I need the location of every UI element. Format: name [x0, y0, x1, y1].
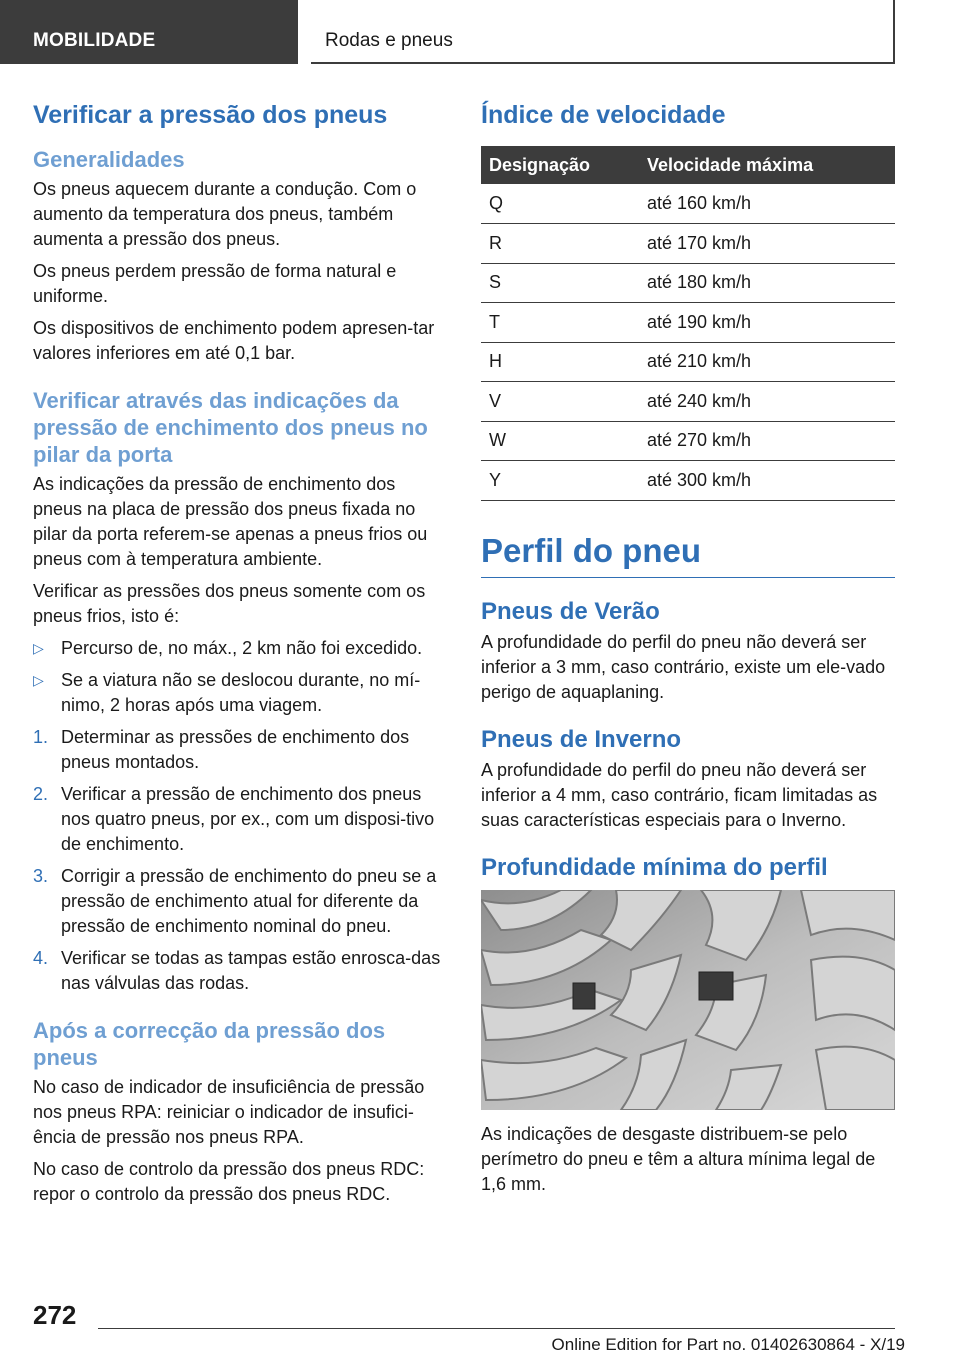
list-item: 4. Verificar se todas as tampas estão enrosca-das nas válvulas das rodas. [33, 948, 441, 993]
table-row [481, 421, 895, 461]
table-cell: até 210 km/h [639, 342, 895, 382]
heading-generalities: Generalidades [33, 147, 185, 172]
table-cell: Y [481, 461, 639, 501]
table-row [481, 184, 895, 224]
paragraph: No caso de indicador de insuficiência de pressão nos pneus RPA: reiniciar o indicador de insufici-ência de pressão nos pneus RPA. [33, 1077, 425, 1147]
section-title-speed-index: Índice de velocidade [481, 101, 726, 129]
header-section-tab [0, 0, 298, 64]
list-item: 1. Determinar as pressões de enchimento dos pneus montados. [33, 727, 410, 772]
header-section-label: MOBILIDADE [33, 30, 156, 51]
header-chapter-box [311, 0, 895, 64]
section-title-pressure: Verificar a pressão dos pneus [33, 101, 388, 129]
paragraph: Os pneus aquecem durante a condução. Com o aumento da temperatura dos pneus, também aumenta a pressão dos pneus. [33, 179, 417, 249]
list-item: 3. Corrigir a pressão de enchimento do pneu se a pressão de enchimento atual for diferente da pressão de enchimento nominal do pneu. [33, 866, 437, 936]
paragraph: A profundidade do perfil do pneu não deverá ser inferior a 4 mm, caso contrário, ficam limitadas as suas características especiais para o Inverno. [481, 759, 878, 830]
triangle-bullet-icon: ▷ [33, 672, 44, 688]
list-item: 2. Verificar a pressão de enchimento dos pneus nos quatro pneus, por ex., com um disposi-tivo de enchimento. [33, 784, 435, 854]
image-caption: As indicações de desgaste distribuem-se pelo perímetro do pneu e têm a altura mínima legal de 1,6 mm. [481, 1123, 876, 1194]
step-number: 1. [33, 727, 49, 747]
heading-after-correction: Após a correcção da pressão dos pneus [33, 1018, 386, 1070]
page-number: 272 [33, 1300, 77, 1330]
table-cell: até 180 km/h [639, 263, 895, 303]
step-number: 3. [33, 866, 49, 886]
step-number: 2. [33, 784, 49, 804]
paragraph: A profundidade do perfil do pneu não deverá ser inferior a 3 mm, caso contrário, existe um ele-vado perigo de aquaplaning. [481, 631, 886, 702]
table-row [481, 382, 895, 422]
paragraph: Os pneus perdem pressão de forma natural e uniforme. [33, 261, 397, 306]
table-cell: até 270 km/h [639, 421, 895, 461]
table-cell: W [481, 421, 639, 461]
table-row [481, 263, 895, 303]
table-cell: S [481, 263, 639, 303]
list-item: ▷ Percurso de, no máx., 2 km não foi excedido. [33, 636, 447, 661]
heading-summer-tires: Pneus de Verão [481, 597, 660, 625]
heading-winter-tires: Pneus de Inverno [481, 725, 682, 753]
column-header: Designação [481, 146, 639, 184]
table-cell: T [481, 303, 639, 343]
paragraph: Verificar as pressões dos pneus somente com os pneus frios, isto é: [33, 581, 426, 626]
tire-tread-illustration [481, 890, 895, 1110]
table-cell: V [481, 382, 639, 422]
table-row [481, 303, 895, 343]
speed-index-table [481, 146, 895, 501]
step-number: 4. [33, 948, 49, 968]
left-column [33, 100, 447, 1214]
heading-check-door-pillar: Verificar através das indicações da pressão de enchimento dos pneus no pilar da porta [33, 388, 428, 467]
table-header-row [481, 146, 895, 184]
steps-list [33, 725, 447, 996]
heading-minimum-depth: Profundidade mínima do perfil [481, 853, 828, 881]
list-item: ▷ Se a viatura não se deslocou durante, no mí-nimo, 2 horas após uma viagem. [33, 670, 421, 715]
table-cell: até 240 km/h [639, 382, 895, 422]
table-cell: até 170 km/h [639, 224, 895, 264]
paragraph: Os dispositivos de enchimento podem apresen-tar valores inferiores em até 0,1 bar. [33, 318, 435, 363]
paragraph: No caso de controlo da pressão dos pneus RDC: repor o controlo da pressão dos pneus RDC. [33, 1159, 425, 1204]
column-header: Velocidade máxima [639, 146, 895, 184]
table-row [481, 342, 895, 382]
table-cell: Q [481, 184, 639, 224]
right-column [481, 100, 895, 1204]
paragraph: As indicações da pressão de enchimento dos pneus na placa de pressão dos pneus fixada no pilar da porta referem-se apenas a pneus frios ou pneus com à temperatura ambiente. [33, 474, 428, 569]
triangle-bullet-icon: ▷ [33, 640, 44, 656]
tire-wear-indicator-image [481, 890, 895, 1110]
table-cell: H [481, 342, 639, 382]
section-title-tire-profile: Perfil do pneu [481, 531, 895, 578]
footer-divider [98, 1328, 895, 1329]
table-cell: até 190 km/h [639, 303, 895, 343]
table-row [481, 461, 895, 501]
table-cell: até 160 km/h [639, 184, 895, 224]
header-chapter-label: Rodas e pneus [325, 30, 453, 51]
table-cell: até 300 km/h [639, 461, 895, 501]
footer-edition-text: Online Edition for Part no. 01402630864 - X/19 [551, 1335, 905, 1354]
bullet-list [33, 636, 447, 718]
table-cell: R [481, 224, 639, 264]
table-row [481, 224, 895, 264]
